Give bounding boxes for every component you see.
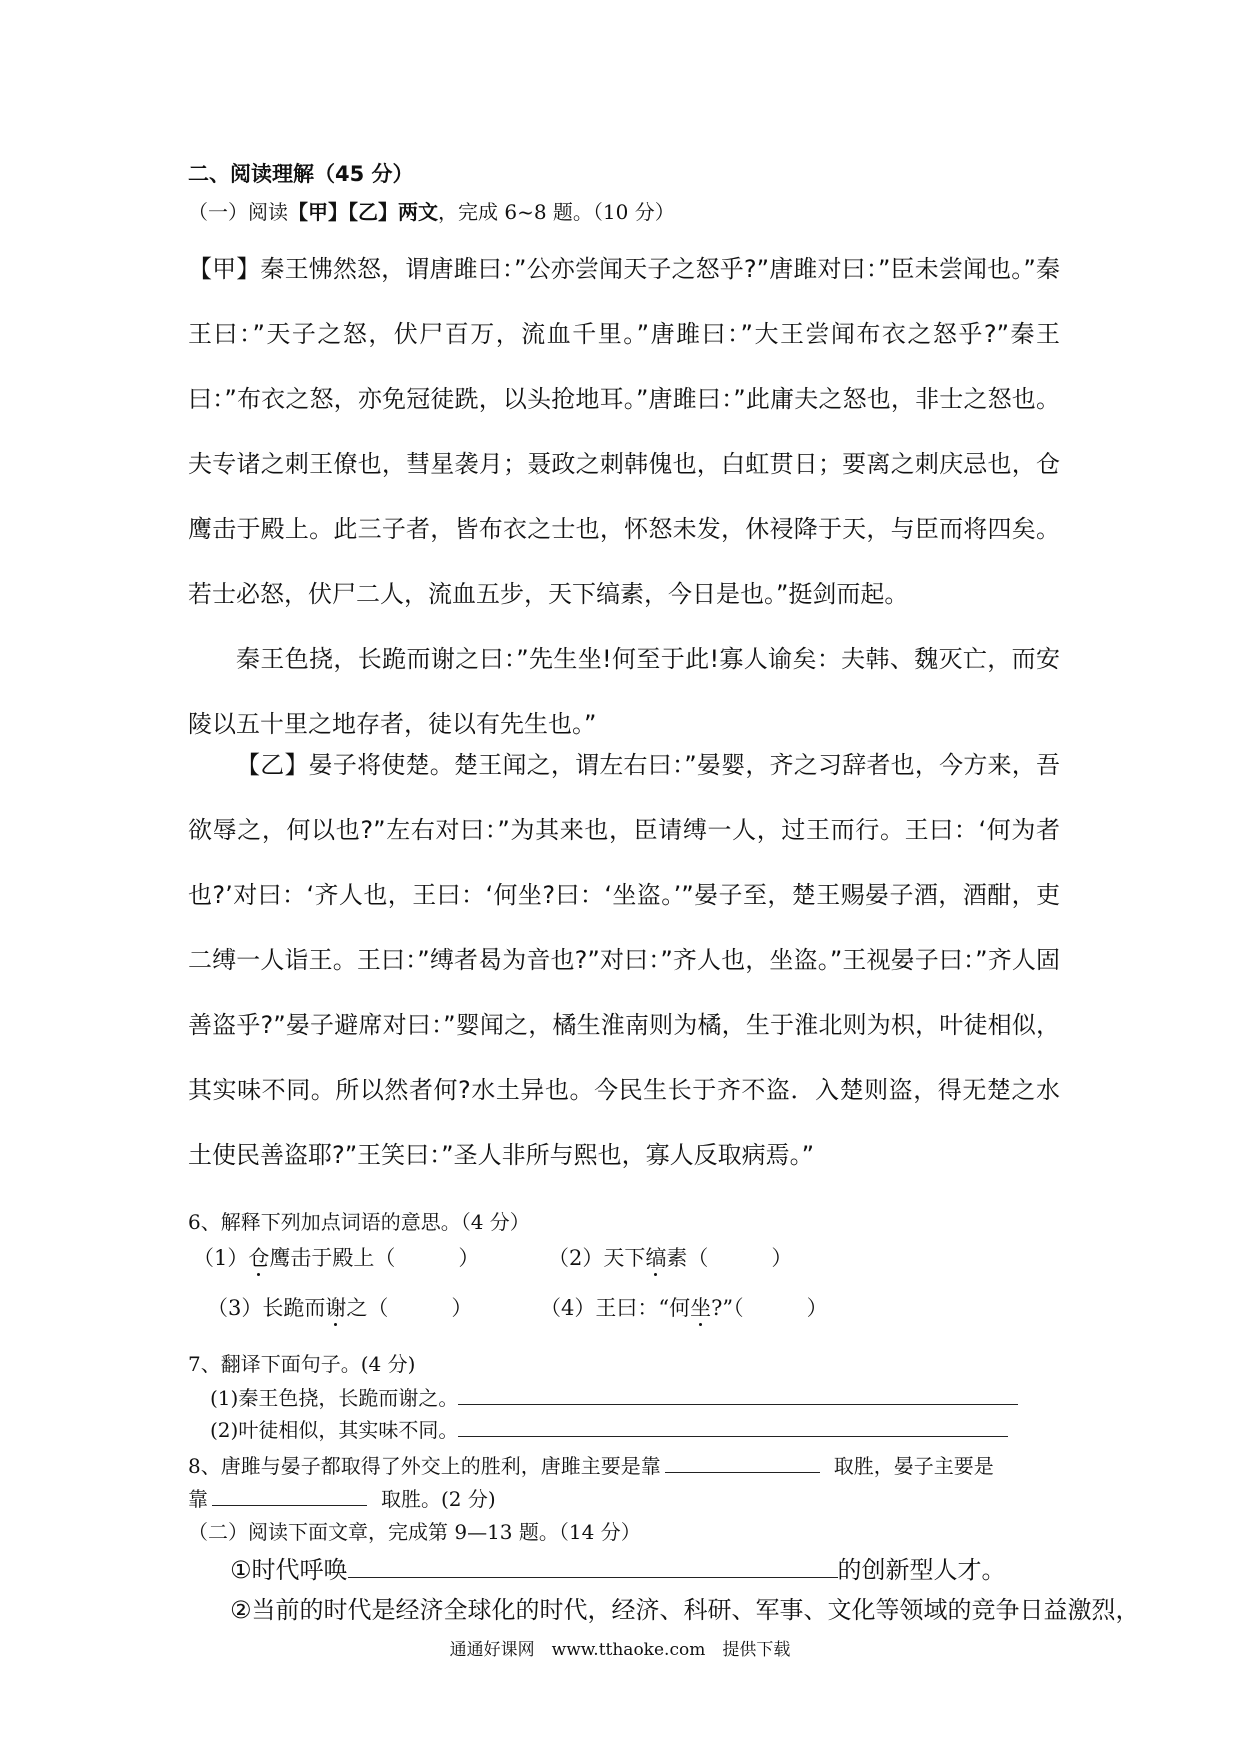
question-8-line-2: 靠 取胜。(2 分) (188, 1487, 496, 1511)
part1-intro-c: ，完成 6~8 题。（10 分） (438, 200, 675, 224)
passage-jia-p1: 【甲】秦王怫然怒，谓唐雎曰：”公亦尝闻天子之怒乎?”唐雎对曰：”臣未尝闻也。”秦王曰：”天子之怒，伏尸百万，流血千里。”唐雎曰：”大王尝闻布衣之怒乎?”秦王曰：”布衣之怒，亦免冠徒跣，以头抢地耳。”唐雎曰：”此庸夫之怒也，非士之怒也。夫专诸之刺王僚也，彗星袭月；聂政之刺韩傀也，白虹贯日；要离之刺庆忌也，仓鹰击于殿上。此三子者，皆布衣之士也，怀怒未发，休祲降于天，与臣而将四矣。若士必怒，伏尸二人，流血五步，天下缟素，今日是也。”挺剑而起。 (188, 255, 1060, 608)
page-footer: 通通好课网 www.tthaoke.com 提供下载 (449, 1640, 791, 1660)
answer-blank[interactable] (665, 1452, 820, 1473)
passage-jia (188, 237, 1060, 757)
passage-jia-p2: 秦王色挠，长跪而谢之曰：”先生坐!何至于此!寡人谕矣：夫韩、魏灭亡，而安陵以五十里之地存者，徒以有先生也。” (188, 645, 1060, 738)
question-6-stem: 6、解释下列加点词语的意思。（4 分） (188, 1210, 530, 1234)
question-7-sentence-2: (2)叶徒相似，其实味不同。 (210, 1414, 1008, 1443)
dotted-word: 谢 (325, 1296, 347, 1320)
question-8-line-1: 8、唐雎与晏子都取得了外交上的胜利，唐雎主要是靠 取胜，晏子主要是 (188, 1454, 994, 1478)
part1-intro-b: 【甲】【乙】两文 (288, 200, 438, 224)
question-6-option-4: （4）王曰：“何坐?”（ ） (540, 1296, 828, 1320)
article-paragraph-2: ②当前的时代是经济全球化的时代，经济、科研、军事、文化等领域的竞争日益激烈， (230, 1596, 1140, 1624)
answer-blank[interactable] (212, 1485, 367, 1506)
dotted-word: 仓 (248, 1246, 270, 1270)
answer-line[interactable] (458, 1384, 1018, 1405)
part1-intro (188, 196, 675, 225)
dotted-word: 坐 (690, 1296, 712, 1320)
passage-yi (188, 733, 1060, 1188)
question-6-option-2: （2）天下缟素（ ） (548, 1246, 793, 1270)
section-title: 二、阅读理解（45 分） (188, 162, 414, 186)
answer-line[interactable] (458, 1416, 1008, 1437)
question-7-sentence-1: (1)秦王色挠，长跪而谢之。 (210, 1382, 1018, 1411)
title-blank[interactable] (348, 1555, 838, 1578)
article-title: ①时代呼唤 的创新型人才。 (230, 1556, 1006, 1584)
part1-intro-a: （一）阅读 (188, 200, 288, 224)
passage-yi-p1: 【乙】晏子将使楚。楚王闻之，谓左右曰：”晏婴，齐之习辞者也，今方来，吾欲辱之，何以也?”左右对曰：”为其来也，臣请缚一人，过王而行。王曰：‘何为者也?’对曰：‘齐人也，王曰：‘何坐?曰：‘坐盗。’”晏子至，楚王赐晏子酒，酒酣，吏二缚一人诣王。王曰：”缚者曷为音也?”对曰：”齐人也，坐盗。”王视晏子曰：”齐人固善盗乎?”晏子避席对曰：”婴闻之，橘生淮南则为橘，生于淮北则为枳，叶徒相似，其实味不同。所以然者何?水土异也。今民生长于齐不盗．入楚则盗，得无楚之水土使民善盗耶?”王笑曰：”圣人非所与熙也，寡人反取病焉。” (188, 751, 1060, 1169)
question-6-option-1: （1）仓鹰击于殿上（ ） (193, 1246, 480, 1270)
question-6-option-3: （3）长跪而谢之（ ） (207, 1296, 473, 1320)
question-7-stem: 7、翻译下面句子。(4 分) (188, 1352, 416, 1376)
dotted-word: 缟 (645, 1246, 667, 1270)
part2-intro: （二）阅读下面文章，完成第 9—13 题。（14 分） (188, 1520, 641, 1544)
